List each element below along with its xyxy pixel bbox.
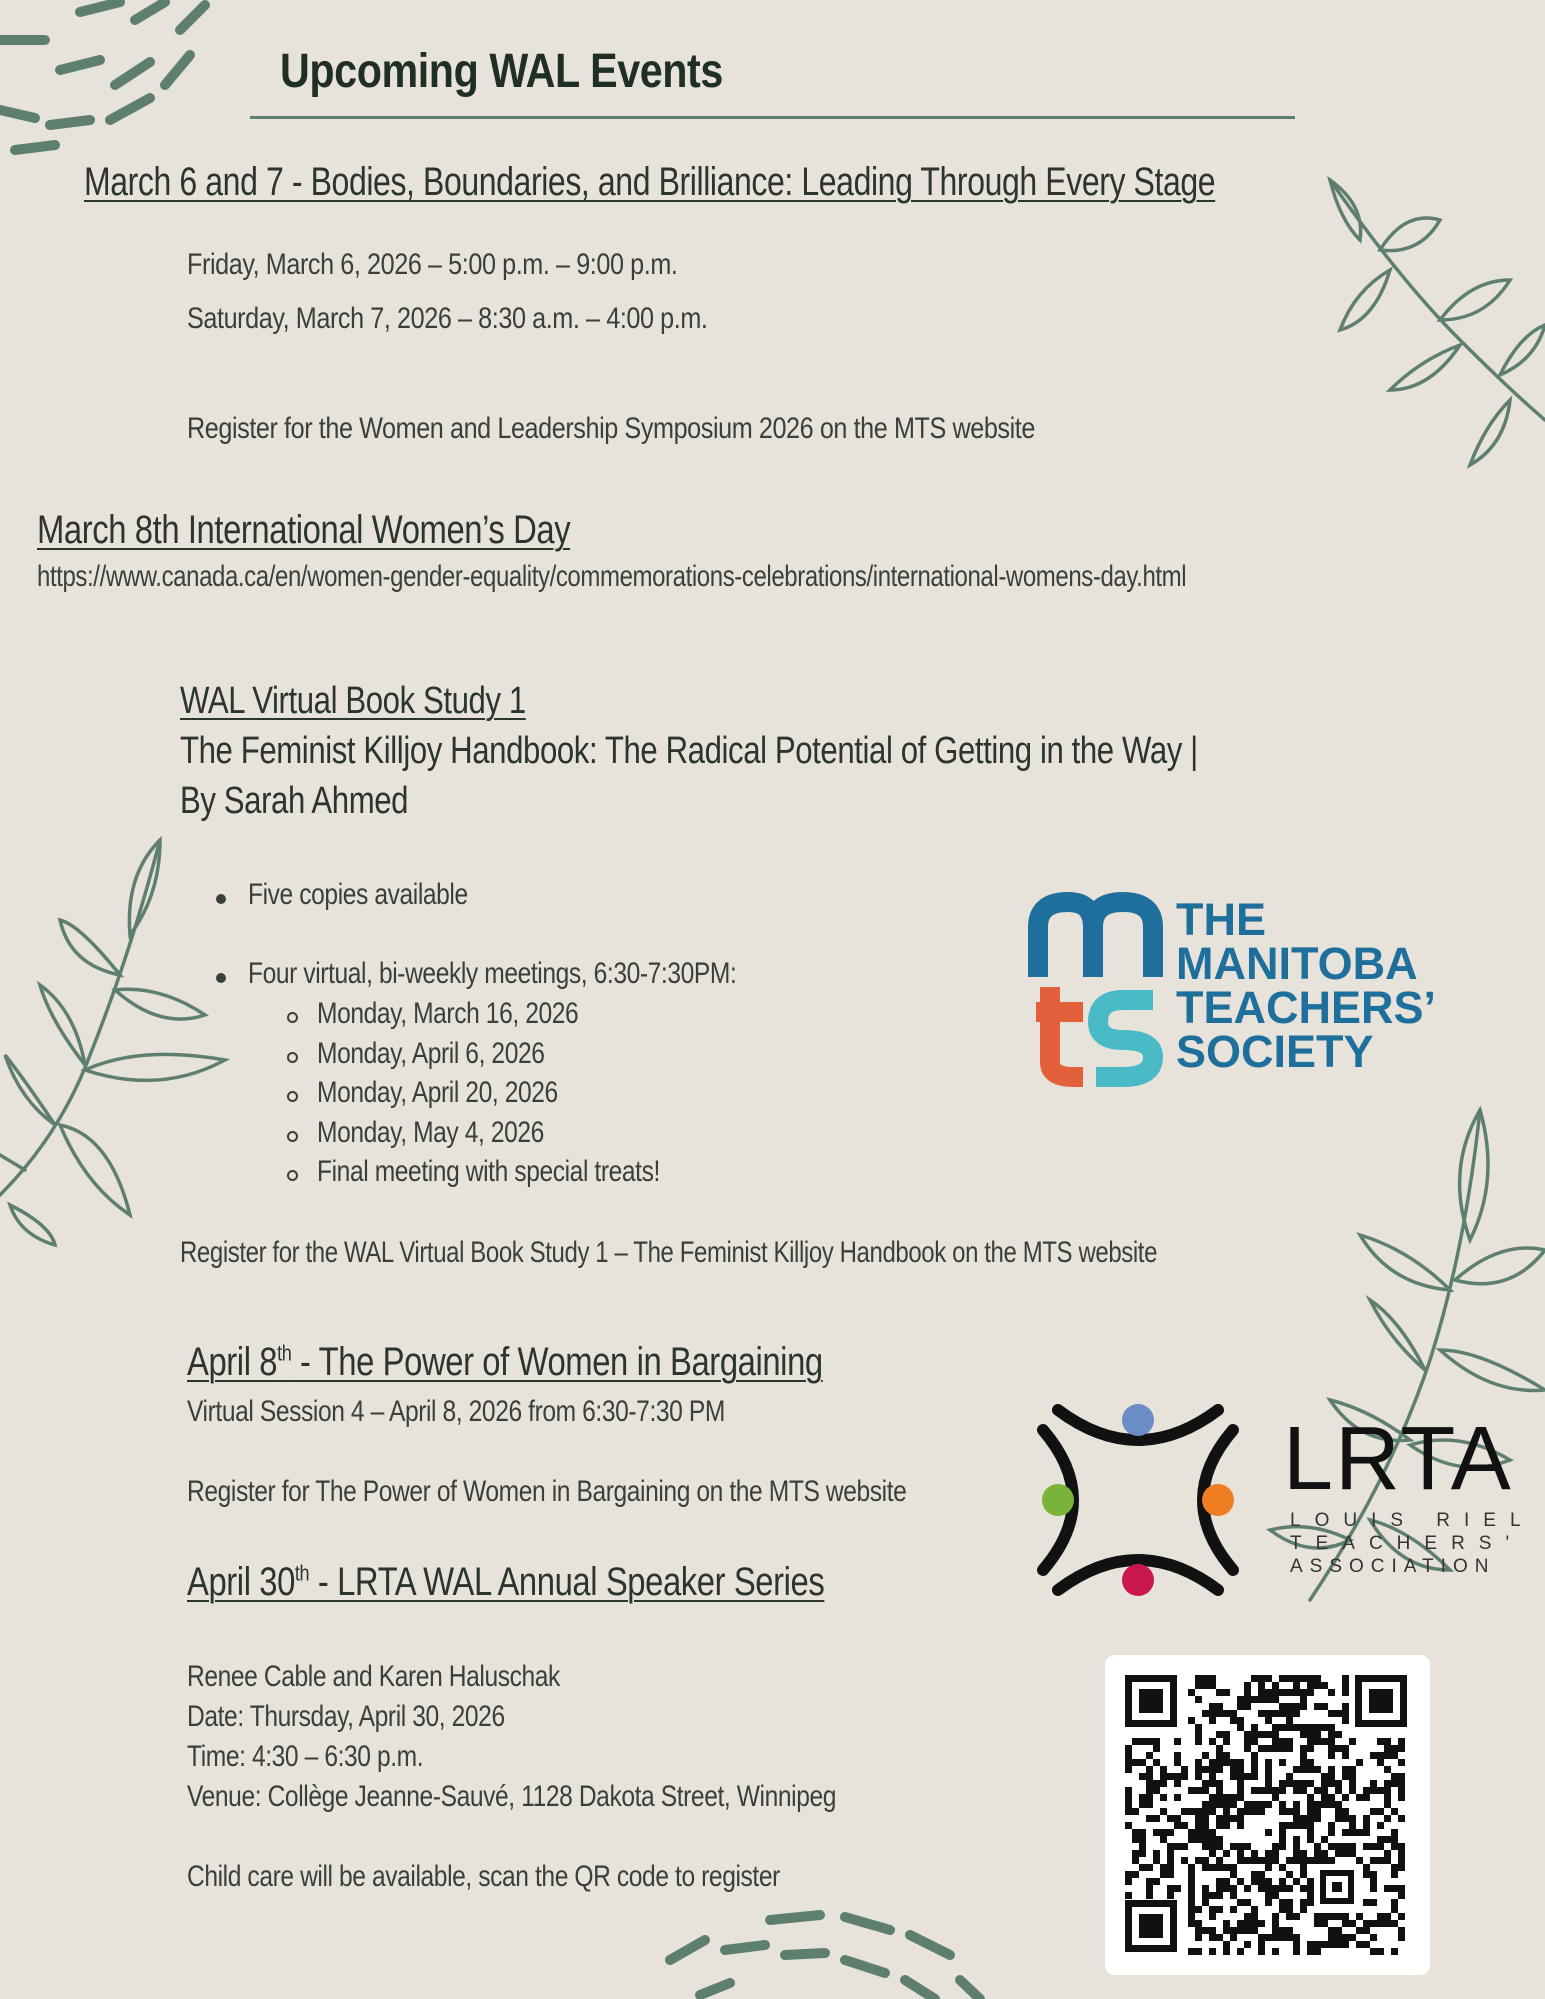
bullet-copies: Five copies available (248, 878, 468, 911)
lrta-logo-name: LRTA (1283, 1409, 1513, 1509)
book-title-line1: The Feminist Killjoy Handbook: The Radical Potential of Getting in the Way | (180, 730, 1198, 772)
meeting-date: Monday, March 16, 2026 (317, 997, 579, 1030)
leaf-branch-top-right (1310, 160, 1545, 490)
mts-logo-line1: THE (1176, 894, 1266, 945)
bullet-meetings: Four virtual, bi-weekly meetings, 6:30-7:30PM: (248, 957, 737, 990)
circle-bullet (287, 1091, 298, 1102)
book-study-register-text: Register for the WAL Virtual Book Study 1 – The Feminist Killjoy Handbook on the MTS website (180, 1236, 1158, 1269)
page-title: Upcoming WAL Events (280, 45, 723, 98)
title-divider (250, 116, 1295, 119)
lrta-logo-mark (1028, 1390, 1248, 1610)
circle-bullet (287, 1131, 298, 1142)
circle-bullet (287, 1170, 298, 1181)
iwd-title: March 8th International Women’s Day (37, 508, 571, 552)
bullet-dot (216, 973, 226, 983)
bargaining-register-text: Register for The Power of Women in Bargaining on the MTS website (187, 1475, 907, 1508)
registration-qr-code[interactable] (1105, 1655, 1430, 1975)
dashes-decoration-top-left (0, 0, 260, 170)
bargaining-title-text: - The Power of Women in Bargaining (291, 1340, 823, 1384)
speaker-date: Date: Thursday, April 30, 2026 (187, 1700, 505, 1733)
bargaining-title (187, 1340, 823, 1385)
symposium-title: March 6 and 7 - Bodies, Boundaries, and Brilliance: Leading Through Every Stage (84, 160, 1216, 204)
childcare-note: Child care will be available, scan the QR code to register (187, 1860, 780, 1893)
book-author: By Sarah Ahmed (180, 780, 409, 822)
speaker-series-title (187, 1560, 824, 1605)
meeting-date: Monday, April 6, 2026 (317, 1037, 545, 1070)
speaker-title-suffix: th (294, 1560, 310, 1586)
symposium-date-saturday: Saturday, March 7, 2026 – 8:30 a.m. – 4:00 p.m. (187, 302, 708, 335)
speaker-title-text: - LRTA WAL Annual Speaker Series (309, 1560, 825, 1604)
book-study-title: WAL Virtual Book Study 1 (180, 680, 526, 722)
leaf-branch-left (0, 835, 240, 1250)
circle-bullet (287, 1052, 298, 1063)
lrta-logo (1028, 1390, 1535, 1610)
symposium-date-friday: Friday, March 6, 2026 – 5:00 p.m. – 9:00 p.m. (187, 248, 678, 281)
lrta-logo-sub1: LOUIS RIEL (1290, 1510, 1535, 1531)
mts-logo-line4: SOCIETY (1176, 1026, 1374, 1077)
bargaining-title-suffix: th (277, 1340, 292, 1366)
lrta-logo-sub2: TEACHERS' (1290, 1533, 1524, 1554)
circle-bullet (287, 1012, 298, 1023)
qr-code-pattern (1105, 1655, 1430, 1975)
mts-logo-line3: TEACHERS’ (1176, 982, 1437, 1033)
meeting-date: Monday, May 4, 2026 (317, 1116, 544, 1149)
meeting-final: Final meeting with special treats! (317, 1155, 660, 1188)
mts-logo-mark (1028, 892, 1163, 1087)
dashes-decoration-bottom (660, 1895, 1020, 1999)
iwd-link[interactable]: https://www.canada.ca/en/women-gender-equality/commemorations-celebrations/international-womens-day.html (37, 560, 1187, 593)
speaker-title-date: April 30 (187, 1560, 295, 1604)
speaker-venue: Venue: Collège Jeanne-Sauvé, 1128 Dakota Street, Winnipeg (187, 1780, 837, 1813)
mts-logo-line2: MANITOBA (1176, 938, 1418, 989)
symposium-register-text: Register for the Women and Leadership Symposium 2026 on the MTS website (187, 412, 1035, 445)
bargaining-title-date: April 8 (187, 1340, 278, 1384)
lrta-logo-sub3: ASSOCIATION (1290, 1556, 1496, 1577)
bargaining-session: Virtual Session 4 – April 8, 2026 from 6:30-7:30 PM (187, 1395, 725, 1428)
bullet-dot (216, 894, 226, 904)
mts-logo (1028, 892, 1458, 1092)
speaker-time: Time: 4:30 – 6:30 p.m. (187, 1740, 424, 1773)
meeting-date: Monday, April 20, 2026 (317, 1076, 558, 1109)
speaker-names: Renee Cable and Karen Haluschak (187, 1660, 560, 1693)
